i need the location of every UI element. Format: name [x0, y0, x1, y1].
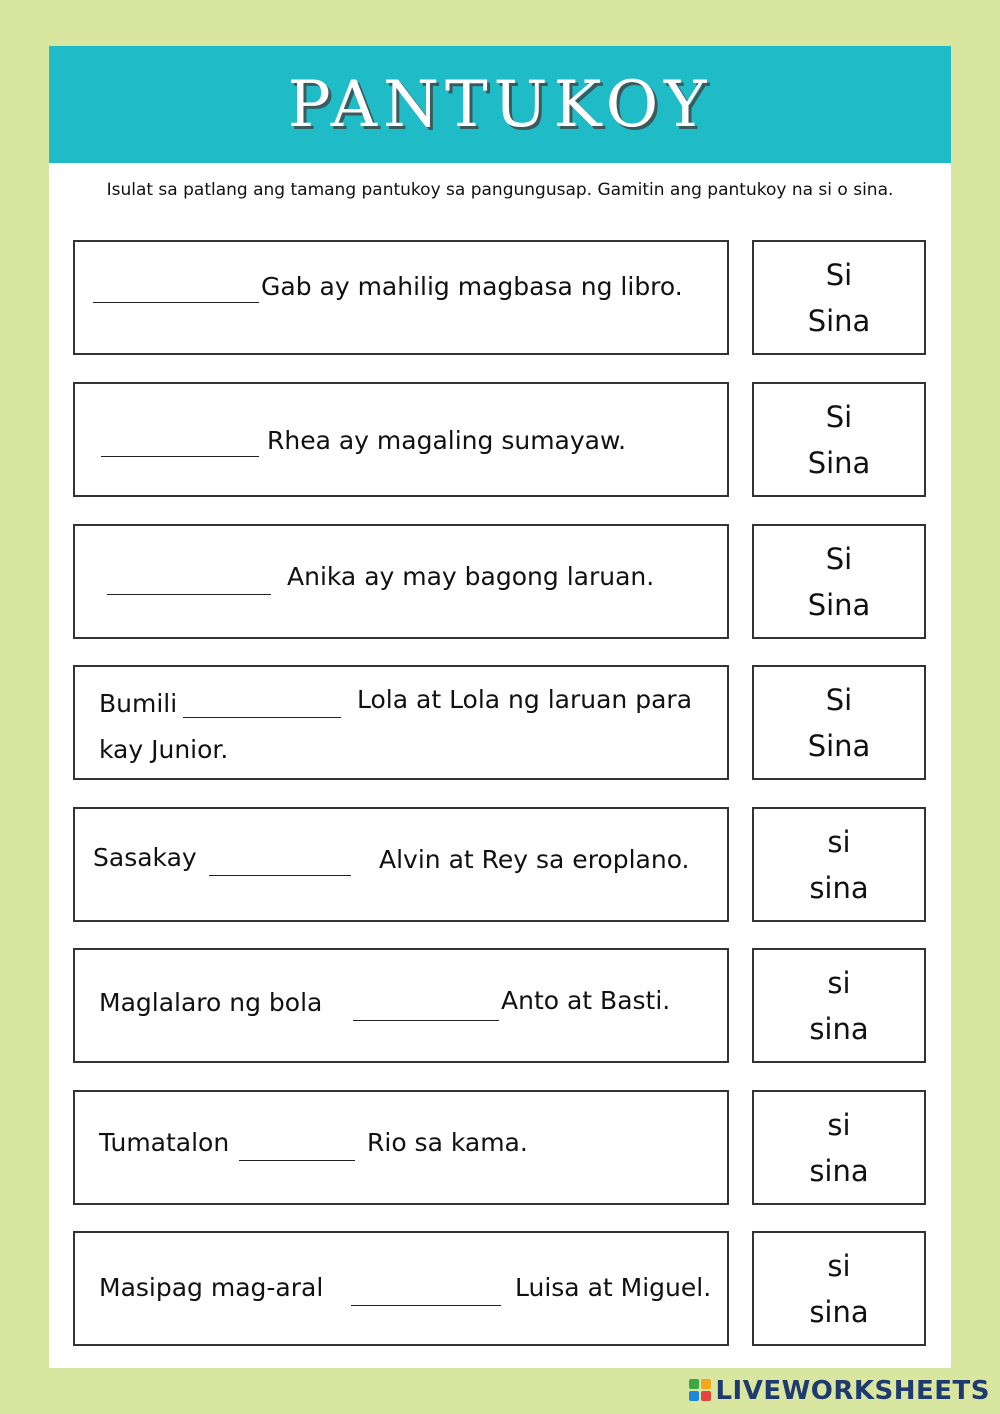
option-si[interactable]: Si: [825, 541, 853, 576]
question-4-text-cont: kay Junior.: [99, 735, 229, 764]
answer-blank-6[interactable]: [353, 1020, 499, 1021]
answer-blank-1[interactable]: [93, 302, 259, 303]
worksheet-page: [49, 46, 951, 1368]
question-2-text: Rhea ay magaling sumayaw.: [267, 426, 627, 455]
liveworksheets-footer[interactable]: [689, 1376, 990, 1406]
answer-blank-4[interactable]: [183, 717, 341, 718]
option-si[interactable]: Si: [825, 257, 853, 292]
question-4-prefix: Bumili: [99, 689, 178, 718]
option-sina[interactable]: Sina: [807, 445, 871, 480]
option-si[interactable]: si: [827, 824, 851, 859]
option-sina[interactable]: Sina: [807, 728, 871, 763]
question-7: [73, 1090, 729, 1205]
question-7-text: Rio sa kama.: [367, 1128, 528, 1157]
brand-name: LIVEWORKSHEETS: [715, 1376, 990, 1406]
option-sina[interactable]: sina: [809, 1011, 869, 1046]
option-si[interactable]: si: [827, 1248, 851, 1283]
question-4: [73, 665, 729, 780]
option-sina[interactable]: sina: [809, 1153, 869, 1188]
options-7: [752, 1090, 926, 1205]
question-3-text: Anika ay may bagong laruan.: [287, 562, 655, 591]
question-2: [73, 382, 729, 497]
question-5-prefix: Sasakay: [93, 843, 197, 872]
options-8: [752, 1231, 926, 1346]
options-5: [752, 807, 926, 922]
question-7-prefix: Tumatalon: [99, 1128, 230, 1157]
title-banner: [49, 46, 951, 163]
question-8-text: Luisa at Miguel.: [515, 1273, 712, 1302]
question-6: [73, 948, 729, 1063]
question-6-text: Anto at Basti.: [501, 986, 671, 1015]
question-3: [73, 524, 729, 639]
options-3: [752, 524, 926, 639]
answer-blank-8[interactable]: [351, 1305, 501, 1306]
option-sina[interactable]: Sina: [807, 303, 871, 338]
option-sina[interactable]: sina: [809, 1294, 869, 1329]
option-si[interactable]: si: [827, 965, 851, 1000]
option-sina[interactable]: sina: [809, 870, 869, 905]
question-8-prefix: Masipag mag-aral: [99, 1273, 324, 1302]
answer-blank-7[interactable]: [239, 1160, 355, 1161]
answer-blank-5[interactable]: [209, 875, 351, 876]
question-6-prefix: Maglalaro ng bola: [99, 988, 323, 1017]
option-si[interactable]: Si: [825, 682, 853, 717]
options-2: [752, 382, 926, 497]
option-si[interactable]: si: [827, 1107, 851, 1142]
question-1: [73, 240, 729, 355]
option-sina[interactable]: Sina: [807, 587, 871, 622]
question-5: [73, 807, 729, 922]
answer-blank-2[interactable]: [101, 456, 259, 457]
options-6: [752, 948, 926, 1063]
question-4-text: Lola at Lola ng laruan para: [357, 685, 693, 714]
page-title: PANTUKOY: [287, 67, 713, 142]
options-1: [752, 240, 926, 355]
instructions-text: Isulat sa patlang ang tamang pantukoy sa pangungusap. Gamitin ang pantukoy na si o sina.: [106, 180, 894, 200]
question-8: [73, 1231, 729, 1346]
options-4: [752, 665, 926, 780]
option-si[interactable]: Si: [825, 399, 853, 434]
question-1-text: Gab ay mahilig magbasa ng libro.: [261, 272, 683, 301]
question-5-text: Alvin at Rey sa eroplano.: [379, 845, 690, 874]
answer-blank-3[interactable]: [107, 594, 271, 595]
liveworksheets-logo-icon: [689, 1379, 713, 1403]
